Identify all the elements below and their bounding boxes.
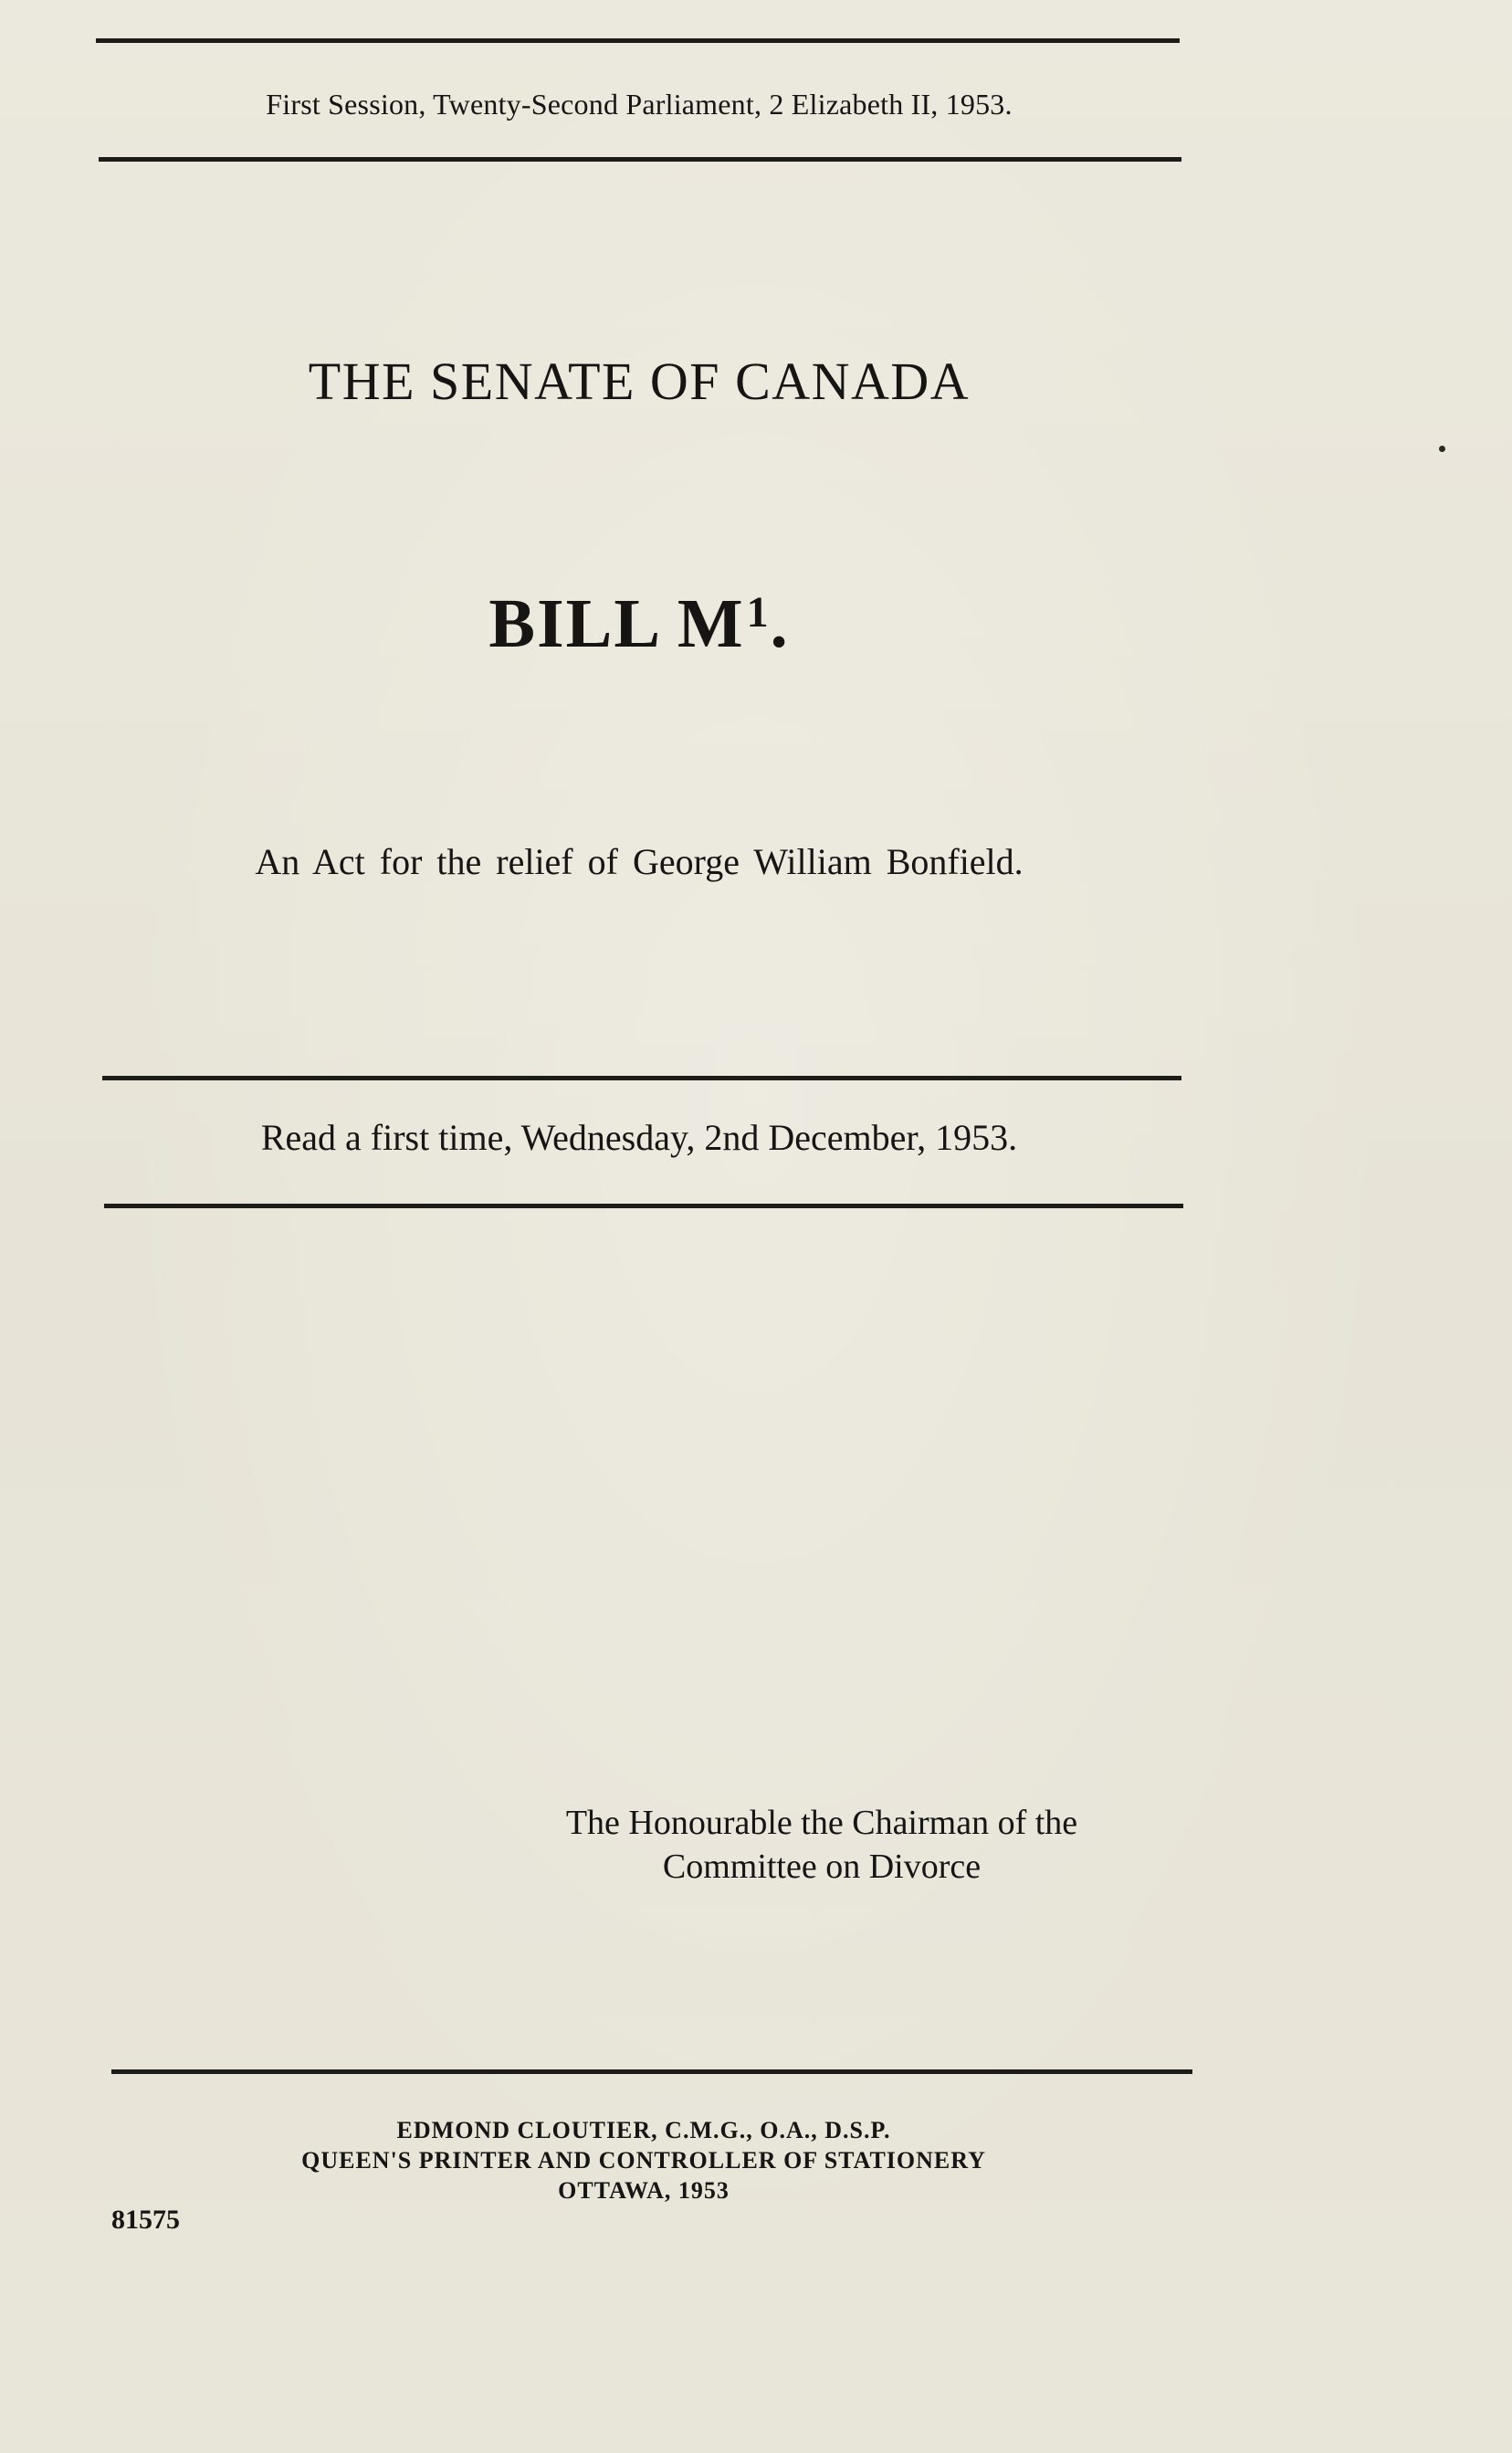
act-description: An Act for the relief of George William Bonfield. bbox=[255, 841, 1024, 882]
sponsor-line-1: The Honourable the Chairman of the bbox=[565, 1804, 1078, 1842]
header-bottom-rule bbox=[99, 157, 1181, 162]
printer-line-3: OTTAWA, 1953 bbox=[558, 2177, 730, 2204]
act-bottom-rule bbox=[102, 1076, 1181, 1080]
session-line: First Session, Twenty-Second Parliament, 2 Elizabeth II, 1953. bbox=[266, 88, 1013, 121]
printer-imprint bbox=[96, 2115, 1192, 2206]
printer-line-2: QUEEN'S PRINTER AND CONTROLLER OF STATIONERY bbox=[301, 2147, 986, 2174]
bill-title-superscript: 1 bbox=[746, 588, 771, 637]
sponsor-line-2: Committee on Divorce bbox=[662, 1848, 982, 1886]
printer-line-1: EDMOND CLOUTIER, C.M.G., O.A., D.S.P. bbox=[396, 2117, 891, 2143]
print-number: 81575 bbox=[111, 2205, 180, 2235]
reading-bottom-rule bbox=[104, 1204, 1183, 1208]
senate-title: THE SENATE OF CANADA bbox=[308, 352, 971, 411]
bill-title-text: BILL M bbox=[488, 585, 745, 662]
bill-title-period: . bbox=[770, 585, 790, 662]
sponsor-block bbox=[402, 1801, 1242, 1889]
printer-top-rule bbox=[111, 2069, 1192, 2074]
top-rule bbox=[96, 38, 1180, 43]
speck-mark bbox=[1439, 446, 1445, 452]
first-reading-line: Read a first time, Wednesday, 2nd December, 1953. bbox=[260, 1117, 1018, 1158]
bill-title bbox=[96, 584, 1182, 664]
